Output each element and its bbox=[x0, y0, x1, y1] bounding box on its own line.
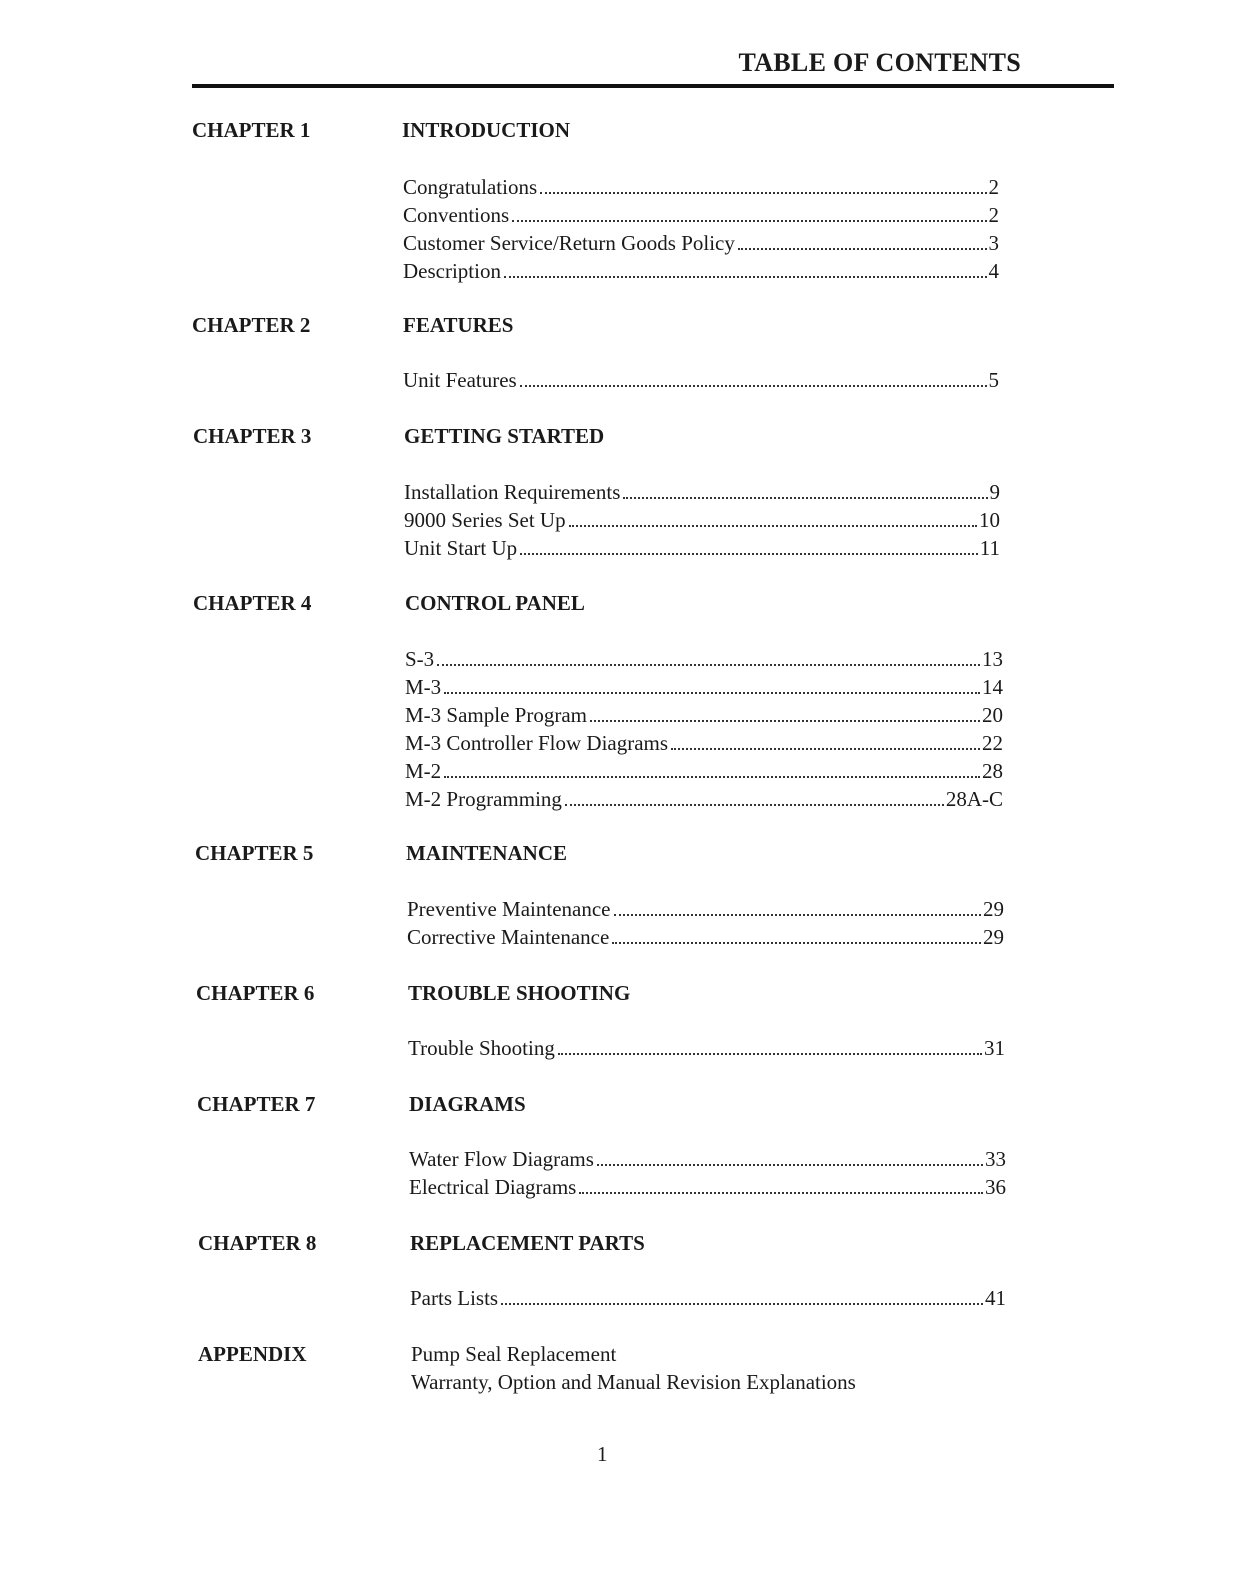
toc-entry[interactable] bbox=[410, 1286, 1006, 1314]
entry-label: M-3 Sample Program bbox=[405, 703, 587, 727]
chapter-title: FEATURES bbox=[403, 313, 514, 337]
entry-label: S-3 bbox=[405, 647, 435, 671]
entry-page: 41 bbox=[985, 1286, 1006, 1310]
entry-label: M-3 bbox=[405, 675, 442, 699]
entry-label: Water Flow Diagrams bbox=[409, 1147, 594, 1171]
entry-label: Description bbox=[403, 259, 501, 283]
chapter-title: CONTROL PANEL bbox=[405, 591, 585, 615]
dot-leader bbox=[569, 525, 977, 527]
chapter-entries bbox=[403, 175, 999, 287]
appendix-label: APPENDIX bbox=[198, 1342, 307, 1366]
entry-page: 2 bbox=[988, 175, 999, 199]
entry-page: 14 bbox=[982, 675, 1003, 699]
chapter-label: CHAPTER 5 bbox=[195, 841, 314, 865]
dot-leader bbox=[444, 692, 980, 694]
toc-entry[interactable] bbox=[403, 259, 999, 287]
entry-page: 29 bbox=[983, 897, 1004, 921]
dot-leader bbox=[579, 1192, 983, 1194]
toc-entry[interactable] bbox=[403, 368, 999, 396]
chapter-entries bbox=[407, 897, 1004, 953]
entry-label: M-3 Controller Flow Diagrams bbox=[405, 731, 669, 755]
entry-page: 20 bbox=[982, 703, 1003, 727]
entry-label: Customer Service/Return Goods Policy bbox=[403, 231, 735, 255]
dot-leader bbox=[614, 914, 982, 916]
chapter-entries bbox=[405, 647, 1003, 815]
chapter-label: CHAPTER 4 bbox=[193, 591, 312, 615]
entry-label: Parts Lists bbox=[410, 1286, 499, 1310]
toc-entry[interactable] bbox=[407, 897, 1004, 925]
chapter-title: TROUBLE SHOOTING bbox=[408, 981, 631, 1005]
chapter-label: CHAPTER 8 bbox=[198, 1231, 317, 1255]
dot-leader bbox=[590, 720, 980, 722]
chapter-label: CHAPTER 2 bbox=[192, 313, 311, 337]
dot-leader bbox=[540, 192, 986, 194]
entry-label: Trouble Shooting bbox=[408, 1036, 555, 1060]
chapter-title: MAINTENANCE bbox=[406, 841, 568, 865]
entry-page: 10 bbox=[979, 508, 1000, 532]
toc-entry[interactable] bbox=[403, 203, 999, 231]
entry-page: 4 bbox=[988, 259, 999, 283]
toc-entry[interactable] bbox=[404, 480, 1000, 508]
chapter-title: GETTING STARTED bbox=[404, 424, 605, 448]
toc-entry[interactable] bbox=[405, 675, 1003, 703]
dot-leader bbox=[612, 942, 981, 944]
appendix-entries bbox=[411, 1342, 1011, 1398]
entry-page: 11 bbox=[979, 536, 1000, 560]
entry-page: 2 bbox=[988, 203, 999, 227]
entry-label: M-2 bbox=[405, 759, 442, 783]
toc-entry[interactable] bbox=[407, 925, 1004, 953]
dot-leader bbox=[520, 553, 978, 555]
dot-leader bbox=[444, 776, 980, 778]
appendix-item[interactable]: Pump Seal Replacement bbox=[411, 1342, 617, 1366]
toc-entry[interactable] bbox=[409, 1175, 1006, 1203]
toc-entry[interactable] bbox=[405, 703, 1003, 731]
page-number: 1 bbox=[597, 1442, 608, 1466]
entry-page: 33 bbox=[985, 1147, 1006, 1171]
toc-entry[interactable] bbox=[409, 1147, 1006, 1175]
entry-page: 28 bbox=[982, 759, 1003, 783]
toc-entry[interactable] bbox=[405, 731, 1003, 759]
dot-leader bbox=[512, 220, 986, 222]
dot-leader bbox=[597, 1164, 983, 1166]
page-title: TABLE OF CONTENTS bbox=[738, 48, 1021, 77]
chapter-label: CHAPTER 1 bbox=[192, 118, 311, 142]
appendix-item[interactable]: Warranty, Option and Manual Revision Explanations bbox=[411, 1370, 856, 1394]
chapter-entries bbox=[410, 1286, 1006, 1314]
entry-page: 36 bbox=[985, 1175, 1006, 1199]
entry-label: Unit Features bbox=[403, 368, 517, 392]
toc-entry[interactable] bbox=[405, 787, 1003, 815]
dot-leader bbox=[558, 1053, 982, 1055]
toc-entry[interactable] bbox=[403, 231, 999, 259]
chapter-title: DIAGRAMS bbox=[409, 1092, 526, 1116]
entry-label: 9000 Series Set Up bbox=[404, 508, 566, 532]
entry-label: Installation Requirements bbox=[404, 480, 621, 504]
entry-label: Electrical Diagrams bbox=[409, 1175, 577, 1199]
page-header bbox=[0, 0, 1235, 100]
entry-page: 3 bbox=[988, 231, 999, 255]
entry-label: Congratulations bbox=[403, 175, 538, 199]
dot-leader bbox=[565, 804, 944, 806]
dot-leader bbox=[520, 385, 987, 387]
chapter-entries bbox=[403, 368, 999, 396]
entry-label: Corrective Maintenance bbox=[407, 925, 610, 949]
entry-label: Conventions bbox=[403, 203, 510, 227]
chapter-title: REPLACEMENT PARTS bbox=[410, 1231, 645, 1255]
entry-label: M-2 Programming bbox=[405, 787, 562, 811]
chapter-label: CHAPTER 7 bbox=[197, 1092, 316, 1116]
entry-page: 29 bbox=[983, 925, 1004, 949]
toc-entry[interactable] bbox=[404, 536, 1000, 564]
dot-leader bbox=[504, 276, 987, 278]
toc-entry[interactable] bbox=[408, 1036, 1005, 1064]
entry-page: 13 bbox=[982, 647, 1003, 671]
entry-page: 28A-C bbox=[945, 787, 1003, 811]
chapter-title: INTRODUCTION bbox=[402, 118, 571, 142]
entry-page: 31 bbox=[984, 1036, 1005, 1060]
entry-label: Unit Start Up bbox=[404, 536, 518, 560]
toc-entry[interactable] bbox=[405, 759, 1003, 787]
dot-leader bbox=[437, 664, 980, 666]
dot-leader bbox=[738, 248, 987, 250]
toc-entry[interactable] bbox=[405, 647, 1003, 675]
entry-page: 5 bbox=[988, 368, 999, 392]
chapter-entries bbox=[409, 1147, 1006, 1203]
chapter-entries bbox=[408, 1036, 1005, 1064]
chapter-label: CHAPTER 3 bbox=[193, 424, 312, 448]
dot-leader bbox=[671, 748, 980, 750]
chapter-entries bbox=[404, 480, 1000, 564]
entry-page: 9 bbox=[989, 480, 1000, 504]
entry-label: Preventive Maintenance bbox=[407, 897, 611, 921]
header-rule bbox=[192, 84, 1114, 88]
toc-entry[interactable] bbox=[404, 508, 1000, 536]
dot-leader bbox=[501, 1303, 983, 1305]
toc-entry[interactable] bbox=[403, 175, 999, 203]
entry-page: 22 bbox=[982, 731, 1003, 755]
dot-leader bbox=[623, 497, 987, 499]
chapter-label: CHAPTER 6 bbox=[196, 981, 315, 1005]
